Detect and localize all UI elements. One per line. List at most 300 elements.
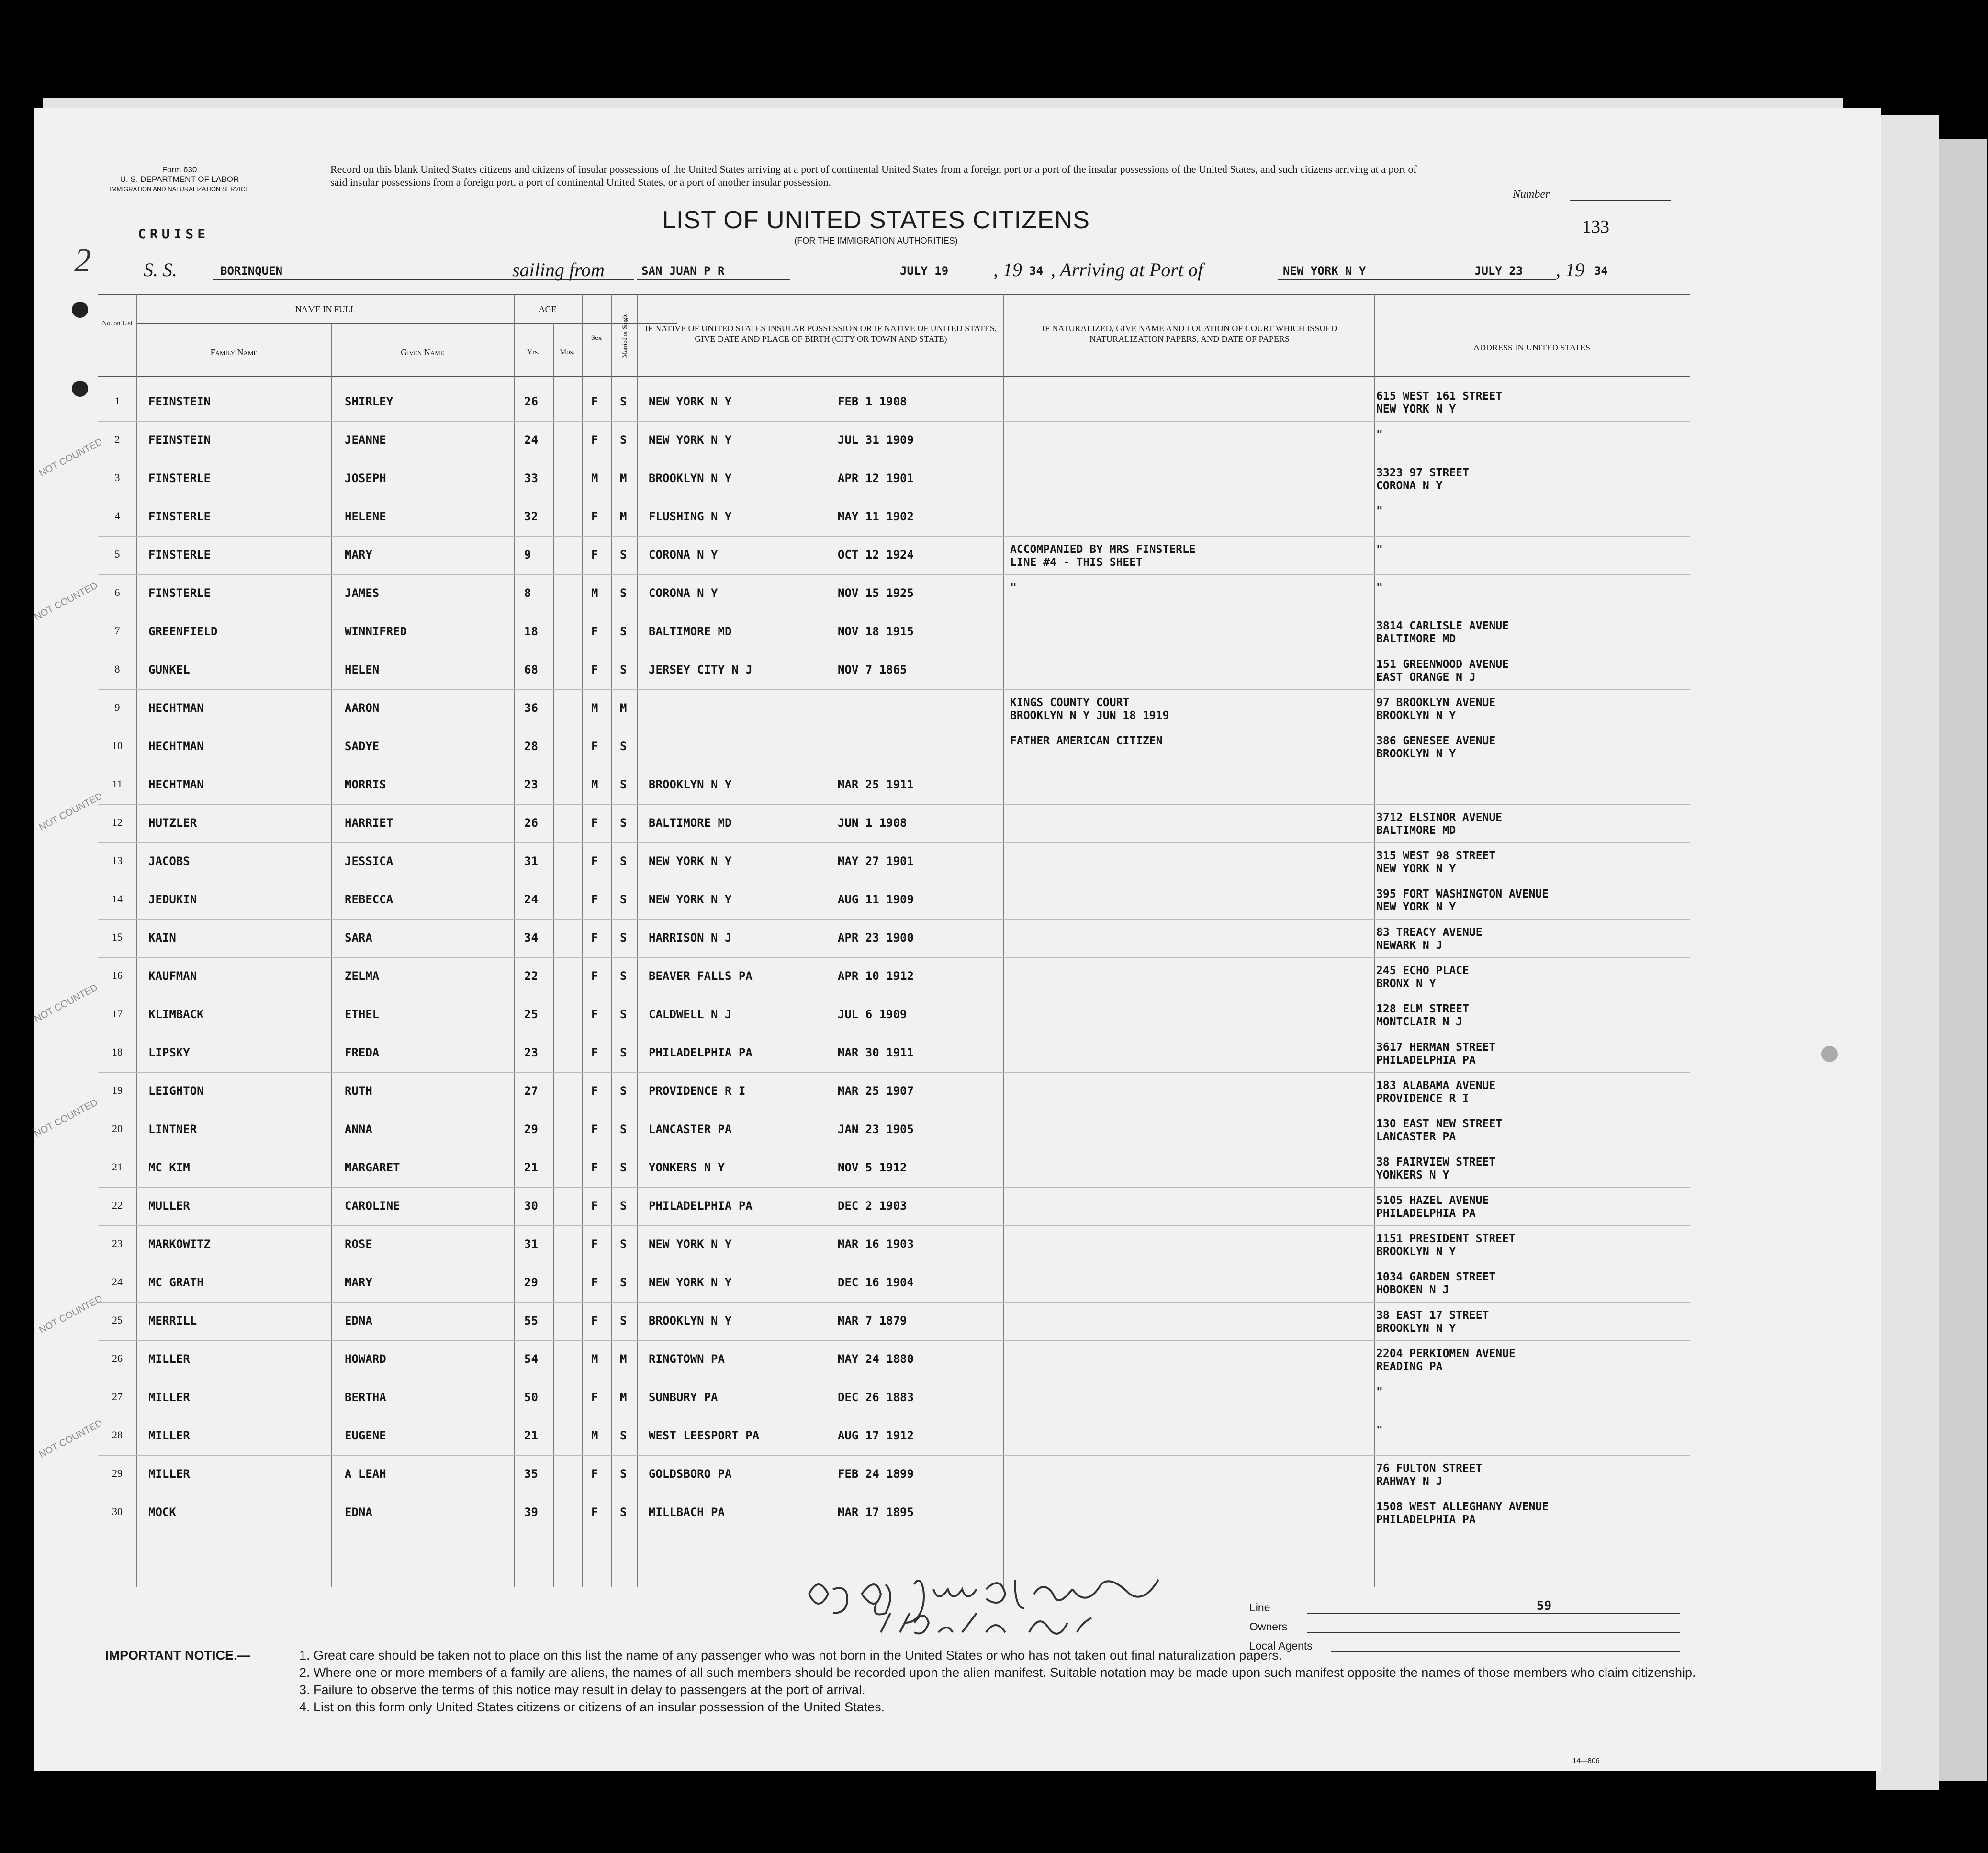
family-name: GREENFIELD [148,625,218,638]
age-years: 68 [524,663,538,676]
row-number: 12 [112,816,123,828]
table-row [98,1194,1690,1237]
given-name: SARA [345,931,372,944]
birth-place: BROOKLYN N Y [649,1314,732,1327]
family-name: FINSTERLE [148,472,211,485]
birth-date: MAY 27 1901 [838,854,914,868]
not-counted-stamp: NOT COUNTED [37,791,104,833]
address-line-2: LANCASTER PA [1376,1131,1456,1143]
marital-status: S [620,816,627,830]
age-years: 54 [524,1352,538,1366]
family-name: MOCK [148,1505,176,1519]
marital-status: S [620,395,627,408]
header-birth: IF NATIVE OF UNITED STATES INSULAR POSSESSION OR IF NATIVE OF UNITED STATES, GIVE DATE AND PLACE OF BIRTH (CITY OR TOWN AND STATE) [645,324,997,344]
arrival-year: 34 [1594,264,1608,278]
sex: F [591,1391,598,1404]
marital-status: S [620,1237,627,1251]
family-name: GUNKEL [148,663,190,676]
family-name: MILLER [148,1429,190,1442]
table-row [98,543,1690,586]
table-row [98,1156,1690,1199]
not-counted-stamp: NOT COUNTED [37,1293,104,1336]
given-name: ROSE [345,1237,372,1251]
given-name: MARGARET [345,1161,400,1174]
birth-place: NEW YORK N Y [649,395,732,408]
birth-date: APR 10 1912 [838,969,914,983]
table-row [98,1041,1690,1084]
header-family-name: Family Name [210,348,258,357]
age-years: 25 [524,1008,538,1021]
marital-status: S [620,1161,627,1174]
table-row [98,778,1690,816]
notice-title: IMPORTANT NOTICE.— [105,1648,250,1662]
age-years: 36 [524,701,538,715]
given-name: ZELMA [345,969,380,983]
address-line-2: RAHWAY N J [1376,1475,1443,1488]
address-line-2: PHILADELPHIA PA [1376,1514,1476,1526]
age-years: 27 [524,1084,538,1098]
number-label: Number [1513,188,1550,201]
address-line-2: PHILADELPHIA PA [1376,1207,1476,1220]
header-sex: Sex [591,334,602,342]
row-number: 26 [112,1352,123,1364]
birth-place: MILLBACH PA [649,1505,725,1519]
marital-status: M [620,510,627,523]
marital-status: S [620,740,627,753]
row-number: 8 [114,663,120,675]
address-line-1: 386 GENESEE AVENUE [1376,735,1496,747]
department-name: U. S. DEPARTMENT OF LABOR [120,175,239,184]
family-name: MC KIM [148,1161,190,1174]
notice-item: 2. Where one or more members of a family are aliens, the names of all such members should be recorded upon the alien manifest. Suitable notation may be made upon such manifest opposite the names of those members who claim citizenship. [299,1665,1696,1680]
not-counted-stamp: NOT COUNTED [33,982,100,1025]
marital-status: S [620,1429,627,1442]
table-row [98,1309,1690,1352]
arrival-year-prefix: , 19 [1556,259,1584,281]
sex: F [591,740,598,753]
age-years: 24 [524,893,538,906]
ss-label: S. S. [144,259,177,281]
sex: F [591,1467,598,1481]
given-name: EDNA [345,1314,372,1327]
given-name: MARY [345,548,372,562]
row-number: 22 [112,1199,123,1211]
birth-place: BROOKLYN N Y [649,778,732,791]
address-line-1: " [1376,582,1383,594]
sex: F [591,1199,598,1213]
address-line-1: 38 FAIRVIEW STREET [1376,1156,1496,1168]
sex: F [591,433,598,447]
table-row [98,1348,1690,1391]
arrival-underline [1278,279,1556,280]
row-number: 29 [112,1467,123,1479]
sex: F [591,1046,598,1059]
table-top-rule [98,294,1690,295]
birth-place: NEW YORK N Y [649,1276,732,1289]
family-name: HECHTMAN [148,701,204,715]
family-name: FEINSTEIN [148,395,211,408]
sex: F [591,1123,598,1136]
sex: F [591,893,598,906]
table-row [98,1501,1690,1544]
address-line-1: 83 TREACY AVENUE [1376,926,1483,939]
given-name: JAMES [345,586,380,600]
birth-place: PROVIDENCE R I [649,1084,746,1098]
address-line-2: BALTIMORE MD [1376,633,1456,645]
address-line-1: 183 ALABAMA AVENUE [1376,1079,1496,1092]
given-name: JESSICA [345,854,393,868]
ship-name: BORINQUEN [220,264,283,278]
given-name: HELENE [345,510,386,523]
age-years: 23 [524,1046,538,1059]
number-field [1570,200,1671,201]
table-row [98,1271,1690,1314]
table-row [98,1386,1690,1429]
age-years: 33 [524,472,538,485]
marital-status: M [620,1391,627,1404]
age-years: 35 [524,1467,538,1481]
binder-hole [72,381,88,397]
age-years: 50 [524,1391,538,1404]
sex: F [591,931,598,944]
family-name: MULLER [148,1199,190,1213]
birth-date: FEB 24 1899 [838,1467,914,1481]
header-subrule [136,323,677,324]
given-name: REBECCA [345,893,393,906]
handwritten-sheet-mark: 2 [74,242,91,279]
naturalization-info: ACCOMPANIED BY MRS FINSTERLE [1010,543,1196,556]
row-number: 28 [112,1429,123,1441]
table-row [98,1233,1690,1276]
birth-date: APR 12 1901 [838,472,914,485]
marital-status: S [620,778,627,791]
row-number: 4 [114,510,120,522]
birth-date: MAR 25 1907 [838,1084,914,1098]
given-name: HELEN [345,663,380,676]
age-years: 22 [524,969,538,983]
birth-place: BROOKLYN N Y [649,472,732,485]
arrival-port: NEW YORK N Y [1283,264,1366,278]
family-name: HUTZLER [148,816,197,830]
row-number: 30 [112,1505,123,1517]
address-line-2: PHILADELPHIA PA [1376,1054,1476,1067]
birth-date: MAR 17 1895 [838,1505,914,1519]
family-name: MC GRATH [148,1276,204,1289]
birth-place: LANCASTER PA [649,1123,732,1136]
given-name: JEANNE [345,433,386,447]
local-agents-label: Local Agents [1249,1640,1313,1652]
birth-place: FLUSHING N Y [649,510,732,523]
address-line-1: 128 ELM STREET [1376,1003,1469,1015]
age-years: 9 [524,548,531,562]
header-no-on-list: No. on List [102,320,133,327]
address-line-1: 2204 PERKIOMEN AVENUE [1376,1348,1516,1360]
address-line-2: MONTCLAIR N J [1376,1016,1463,1028]
marital-status: S [620,663,627,676]
marital-status: S [620,1008,627,1021]
naturalization-info: KINGS COUNTY COURT [1010,696,1130,709]
family-name: FEINSTEIN [148,433,211,447]
family-name: KAUFMAN [148,969,197,983]
line-underline [1307,1613,1680,1614]
family-name: FINSTERLE [148,586,211,600]
birth-date: MAY 11 1902 [838,510,914,523]
row-number: 1 [114,395,120,407]
table-row [98,1424,1690,1467]
sex: F [591,395,598,408]
given-name: HARRIET [345,816,393,830]
given-name: ETHEL [345,1008,380,1021]
birth-date: MAY 24 1880 [838,1352,914,1366]
birth-date: MAR 7 1879 [838,1314,907,1327]
address-line-1: 3323 97 STREET [1376,467,1469,479]
sex: M [591,1429,598,1442]
given-name: EDNA [345,1505,372,1519]
family-name: HECHTMAN [148,778,204,791]
age-years: 24 [524,433,538,447]
given-name: MORRIS [345,778,386,791]
marital-status: S [620,1276,627,1289]
sex: F [591,510,598,523]
birth-place: CALDWELL N J [649,1008,732,1021]
age-years: 28 [524,740,538,753]
birth-place: NEW YORK N Y [649,433,732,447]
address-line-1: 130 EAST NEW STREET [1376,1118,1503,1130]
table-row [98,1003,1690,1046]
birth-place: BEAVER FALLS PA [649,969,753,983]
address-line-2: CORONA N Y [1376,480,1443,492]
page-subtitle: (FOR THE IMMIGRATION AUTHORITIES) [794,236,958,246]
marital-status: S [620,893,627,906]
birth-date: NOV 18 1915 [838,625,914,638]
marital-status: M [620,701,627,715]
address-line-1: " [1376,543,1383,556]
birth-date: APR 23 1900 [838,931,914,944]
line-value: 59 [1537,1599,1552,1613]
address-line-1: 615 WEST 161 STREET [1376,390,1503,403]
marital-status: S [620,1046,627,1059]
address-line-2: READING PA [1376,1360,1443,1373]
header-naturalized: IF NATURALIZED, GIVE NAME AND LOCATION OF COURT WHICH ISSUED NATURALIZATION PAPERS, AND DATE OF PAPERS [1042,324,1337,344]
row-number: 25 [112,1314,123,1326]
birth-date: FEB 1 1908 [838,395,907,408]
table-row [98,582,1690,625]
family-name: LIPSKY [148,1046,190,1059]
marital-status: S [620,433,627,447]
table-row [98,1462,1690,1505]
table-row [98,850,1690,893]
family-name: LEIGHTON [148,1084,204,1098]
birth-place: PHILADELPHIA PA [649,1046,753,1059]
family-name: JACOBS [148,854,190,868]
sex: F [591,625,598,638]
marital-status: S [620,1123,627,1136]
marital-status: M [620,1352,627,1366]
table-row [98,505,1690,548]
background-page-edge [1939,139,1987,1781]
given-name: FREDA [345,1046,380,1059]
notice-item: 3. Failure to observe the terms of this notice may result in delay to passengers at the port of arrival. [299,1683,865,1697]
from-underline [637,279,790,280]
address-line-1: 5105 HAZEL AVENUE [1376,1194,1489,1207]
address-line-1: 1034 GARDEN STREET [1376,1271,1496,1283]
notice-item: 1. Great care should be taken not to place on this list the name of any passenger who was not born in the United States or who has not taken out final naturalization papers. [299,1648,1282,1662]
sex: F [591,1276,598,1289]
sex: F [591,663,598,676]
address-line-1: 245 ECHO PLACE [1376,965,1469,977]
address-line-2: EAST ORANGE N J [1376,671,1476,684]
address-line-2: YONKERS N Y [1376,1169,1449,1181]
address-line-1: 97 BROOKLYN AVENUE [1376,696,1496,709]
row-number: 18 [112,1046,123,1058]
address-line-1: 151 GREENWOOD AVENUE [1376,658,1509,671]
sex: M [591,778,598,791]
given-name: SADYE [345,740,380,753]
passenger-table [33,294,1690,1587]
row-number: 5 [114,548,120,560]
row-number: 21 [112,1161,123,1173]
given-name: WINNIFRED [345,625,407,638]
address-line-1: " [1376,1386,1383,1398]
year-prefix: , 19 [993,259,1022,281]
family-name: MARKOWITZ [148,1237,211,1251]
birth-date: AUG 11 1909 [838,893,914,906]
marital-status: S [620,1505,627,1519]
line-label: Line [1249,1601,1270,1614]
form-number-block [93,165,266,194]
sex: M [591,701,598,715]
form-number: Form 630 [162,165,197,174]
row-number: 6 [114,586,120,598]
family-name: MILLER [148,1352,190,1366]
address-line-2: NEWARK N J [1376,939,1443,952]
sex: F [591,854,598,868]
from-port: SAN JUAN P R [641,264,725,278]
age-years: 21 [524,1429,538,1442]
row-number: 10 [112,740,123,752]
given-name: JOSEPH [345,472,386,485]
address-line-2: BALTIMORE MD [1376,824,1456,837]
table-row [98,467,1690,510]
cruise-label: CRUISE [138,226,210,242]
naturalization-info-2: LINE #4 - THIS SHEET [1010,556,1143,569]
given-name: EUGENE [345,1429,386,1442]
birth-date: JUN 1 1908 [838,816,907,830]
row-number: 11 [112,778,123,790]
address-line-2: BRONX N Y [1376,977,1436,990]
sex: F [591,1161,598,1174]
birth-place: GOLDSBORO PA [649,1467,732,1481]
given-name: HOWARD [345,1352,386,1366]
marital-status: S [620,1084,627,1098]
naturalization-info: " [1010,582,1017,594]
birth-place: NEW YORK N Y [649,1237,732,1251]
address-line-2: NEW YORK N Y [1376,901,1456,913]
marital-status: S [620,931,627,944]
birth-place: BALTIMORE MD [649,816,732,830]
table-row [98,1079,1690,1123]
sailing-label: sailing from [512,259,605,281]
marital-status: S [620,1467,627,1481]
marital-status: S [620,854,627,868]
address-line-1: 76 FULTON STREET [1376,1462,1483,1475]
row-number: 7 [114,625,120,637]
address-line-1: 3712 ELSINOR AVENUE [1376,811,1503,824]
instruction-text: Record on this blank United States citizens and citizens of insular possessions of the United States arriving at a port of continental United States from a foreign port or a port of the insular possessions of the United States, and such citizens arriving at a port of said insular possessions from a foreign port, a port of continental United States, or a port of another insular possession. [330,163,1417,188]
address-line-2: NEW YORK N Y [1376,863,1456,875]
page-title: LIST OF UNITED STATES CITIZENS [662,206,1090,234]
header-bottom-rule [98,376,1690,377]
table-row [98,658,1690,701]
birth-date: AUG 17 1912 [838,1429,914,1442]
given-name: AARON [345,701,380,715]
background-page-edge [1876,115,1939,1790]
birth-place: PHILADELPHIA PA [649,1199,753,1213]
age-years: 32 [524,510,538,523]
birth-date: DEC 26 1883 [838,1391,914,1404]
birth-place: CORONA N Y [649,586,718,600]
age-years: 39 [524,1505,538,1519]
row-number: 9 [114,701,120,713]
sex: F [591,1084,598,1098]
family-name: FINSTERLE [148,548,211,562]
not-counted-stamp: NOT COUNTED [37,437,104,479]
row-number: 2 [114,433,120,445]
header-name-in-full: NAME IN FULL [295,304,356,314]
birth-place: YONKERS N Y [649,1161,725,1174]
given-name: SHIRLEY [345,395,393,408]
sex: F [591,969,598,983]
marital-status: S [620,969,627,983]
service-name: IMMIGRATION AND NATURALIZATION SERVICE [110,185,249,192]
address-line-2: BROOKLYN N Y [1376,1322,1456,1335]
birth-date: JAN 23 1905 [838,1123,914,1136]
birth-date: MAR 30 1911 [838,1046,914,1059]
sex: F [591,1314,598,1327]
inspector-signature [804,1561,1211,1647]
table-row [98,1118,1690,1161]
birth-place: SUNBURY PA [649,1391,718,1404]
birth-date: NOV 7 1865 [838,663,907,676]
given-name: BERTHA [345,1391,386,1404]
given-name: CAROLINE [345,1199,400,1213]
marital-status: S [620,1199,627,1213]
sex: F [591,548,598,562]
family-name: MILLER [148,1467,190,1481]
table-row [98,428,1690,472]
binder-hole [72,302,88,318]
sex: M [591,586,598,600]
page-number: 133 [1582,217,1609,237]
row-number: 3 [114,472,120,483]
address-line-2: BROOKLYN N Y [1376,709,1456,722]
owners-label: Owners [1249,1620,1288,1633]
table-row [98,620,1690,663]
address-line-1: 38 EAST 17 STREET [1376,1309,1489,1322]
age-years: 21 [524,1161,538,1174]
header-address: ADDRESS IN UNITED STATES [1473,343,1591,352]
table-row [98,390,1690,433]
row-number: 24 [112,1276,123,1288]
family-name: KAIN [148,931,176,944]
birth-date: MAR 16 1903 [838,1237,914,1251]
notice-item: 4. List on this form only United States citizens or citizens of an insular possession of the United States. [299,1700,885,1714]
marital-status: S [620,1314,627,1327]
marital-status: S [620,586,627,600]
row-number: 27 [112,1391,123,1403]
address-line-2: HOBOKEN N J [1376,1284,1449,1296]
age-years: 31 [524,1237,538,1251]
